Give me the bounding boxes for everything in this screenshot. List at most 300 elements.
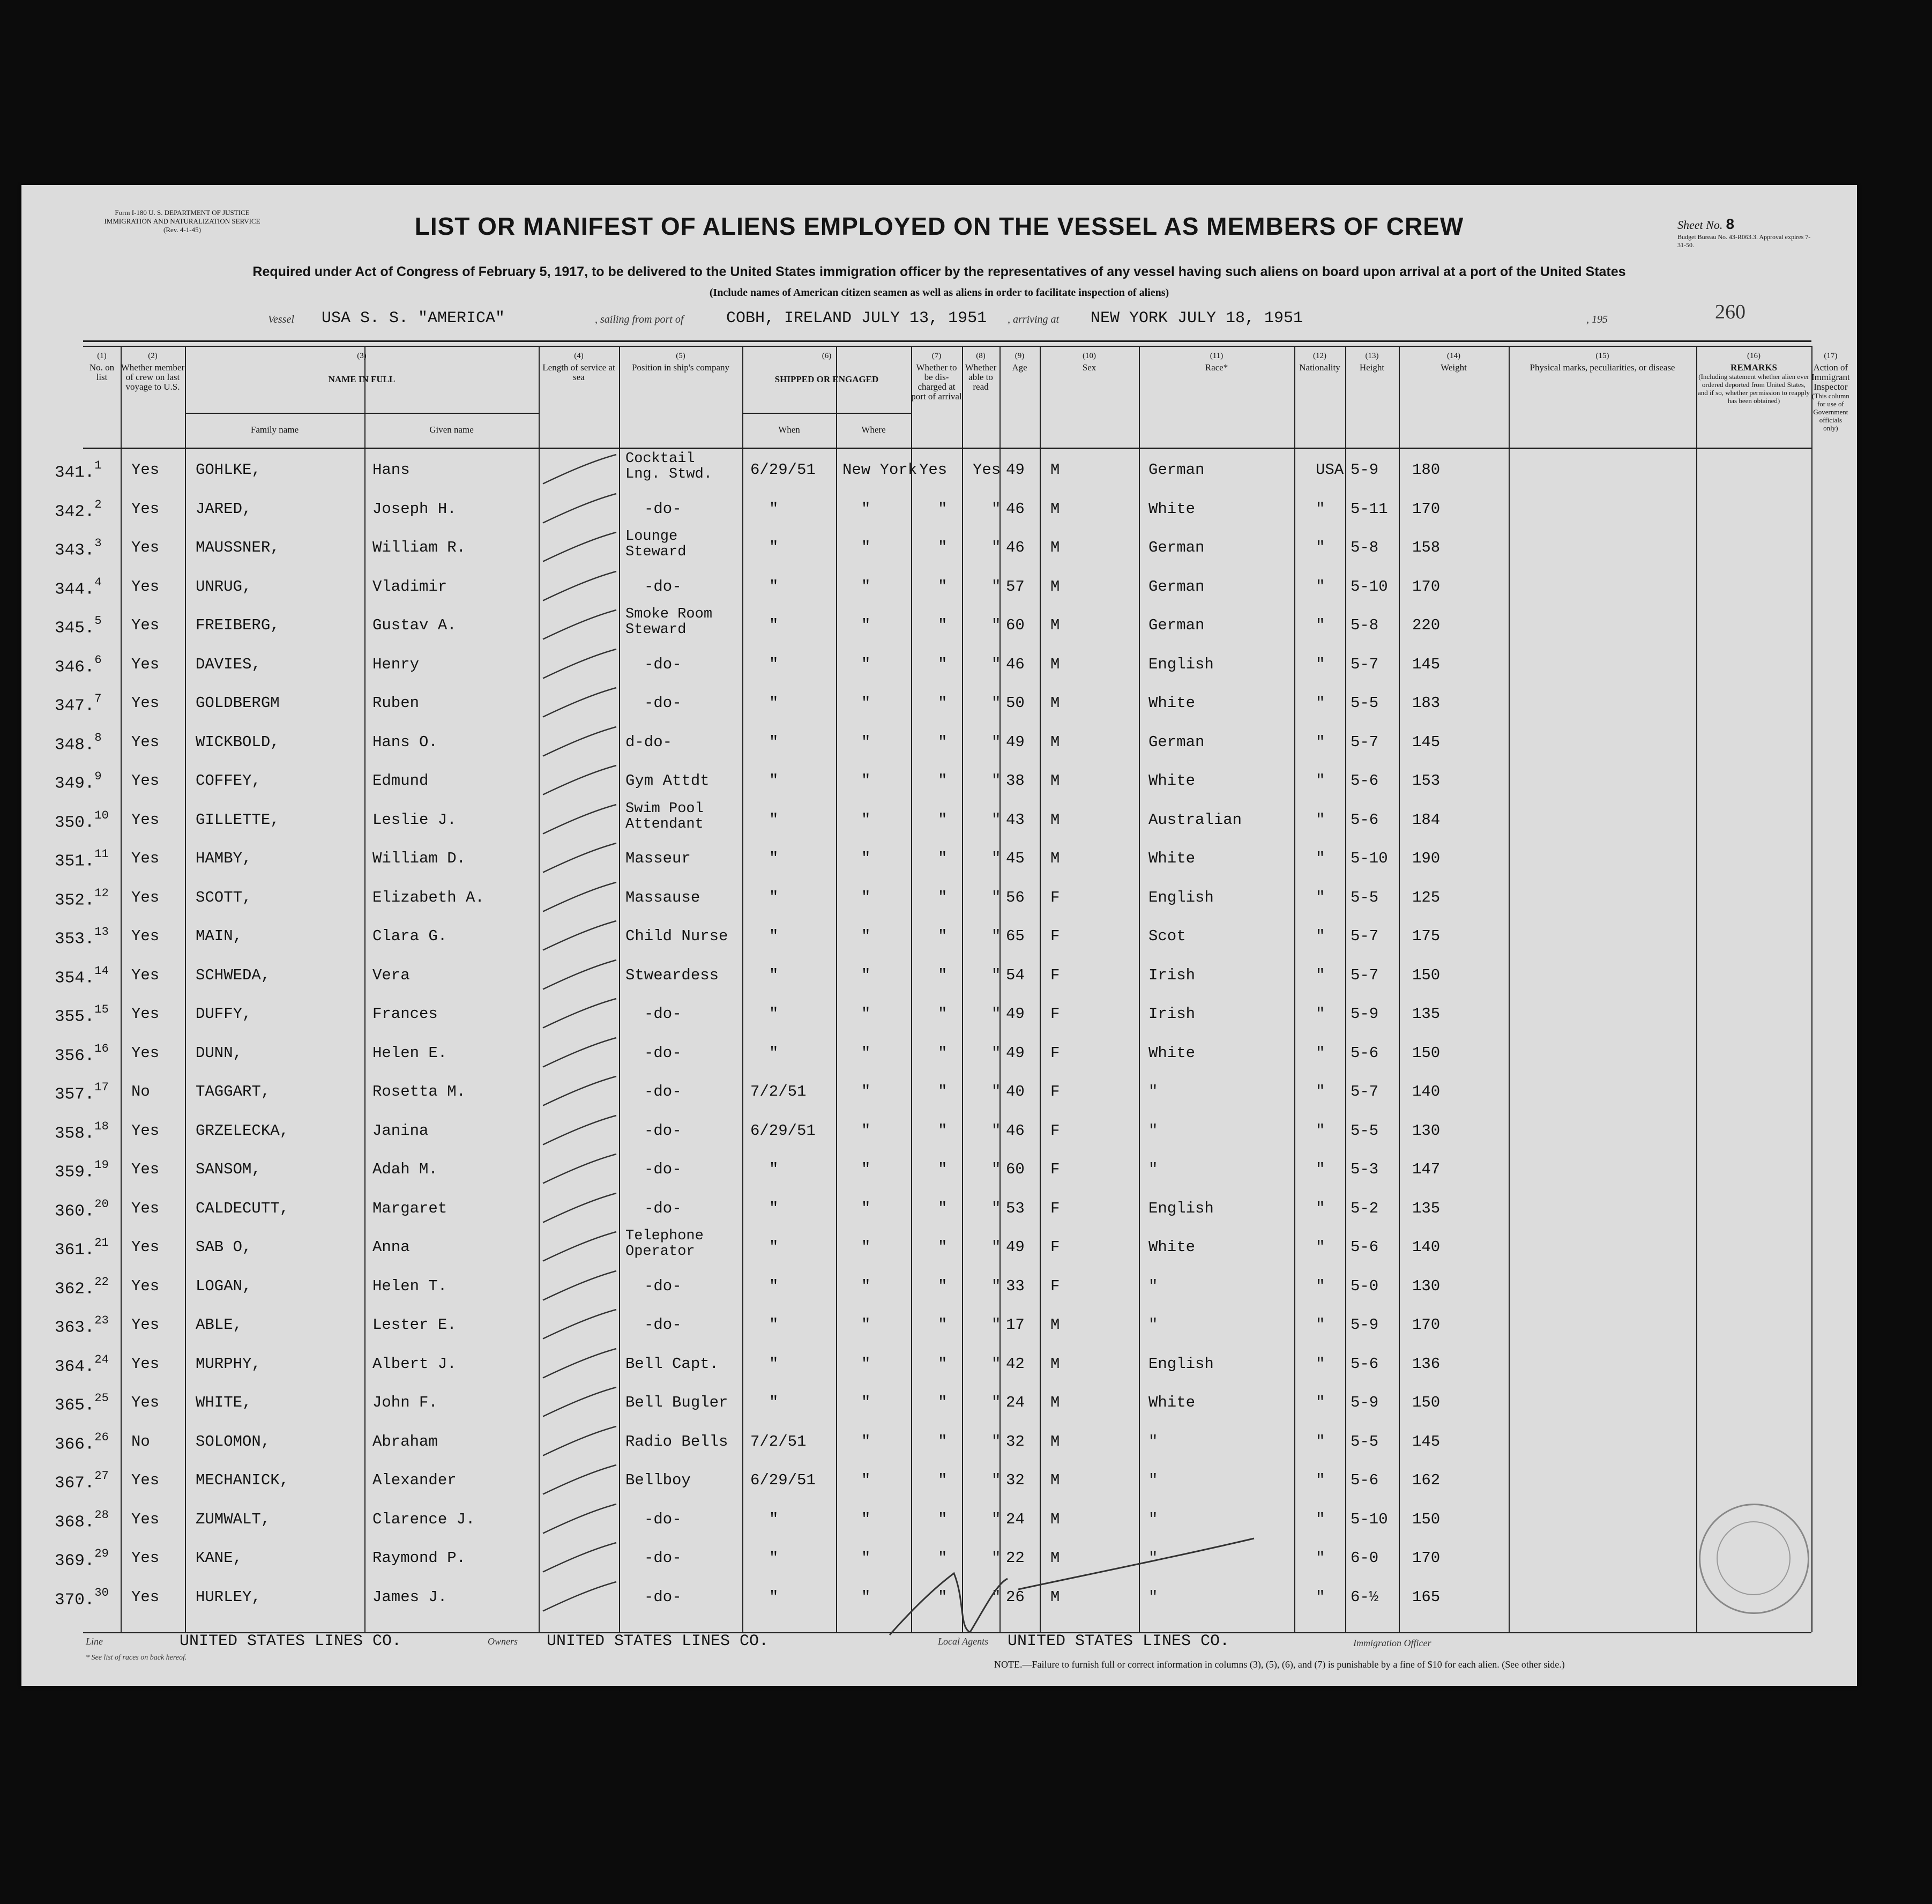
given-name-cell: Adah M.: [372, 1161, 438, 1178]
weight-cell: 220: [1412, 616, 1441, 634]
position-cell: Masseur: [625, 850, 691, 867]
discharged-cell: ": [938, 810, 948, 829]
weight-cell: 180: [1412, 461, 1441, 479]
family-name-cell: GILLETTE,: [196, 810, 280, 829]
row-number: 14: [94, 964, 109, 978]
column-label: Age: [1012, 362, 1027, 373]
when-cell: ": [769, 577, 779, 596]
given-name-cell: Ruben: [372, 694, 420, 712]
member-cell: Yes: [131, 1121, 160, 1140]
height-cell: 5-0: [1351, 1277, 1379, 1295]
age-cell: 49: [1006, 1238, 1025, 1256]
age-cell: 45: [1006, 850, 1025, 867]
position-cell: Bell Bugler: [625, 1394, 728, 1411]
age-cell: 46: [1006, 500, 1025, 518]
position-cell: -do-: [644, 1161, 682, 1178]
where-cell: ": [861, 500, 871, 518]
column-label: REMARKS: [1730, 362, 1777, 373]
read-cell: ": [991, 1005, 1001, 1023]
nationality-cell: ": [1316, 655, 1325, 673]
sex-cell: M: [1050, 1549, 1060, 1567]
position-cell: Cocktail Lng. Stwd.: [625, 451, 713, 482]
position-cell: -do-: [644, 1277, 682, 1295]
read-cell: ": [991, 1471, 1001, 1489]
sex-cell: F: [1050, 1161, 1060, 1178]
row-list-number: 358.18: [55, 1119, 109, 1143]
family-name-cell: UNRUG,: [196, 577, 252, 596]
age-cell: 60: [1006, 1161, 1025, 1178]
row-list-number: 349.$^9$: [55, 770, 102, 793]
weight-cell: 184: [1412, 810, 1441, 829]
subheader-given: Given name: [429, 425, 474, 435]
row-list-number: 361.21: [55, 1236, 109, 1260]
column-number: (14): [1447, 352, 1460, 360]
row-list-number: 343.$^3$: [55, 537, 102, 560]
column-label: Weight: [1441, 362, 1467, 373]
discharged-cell: ": [938, 888, 948, 906]
row-list-number: 363.23: [55, 1314, 109, 1337]
discharged-cell: ": [938, 1199, 948, 1217]
read-cell: ": [991, 577, 1001, 596]
column-number: (11): [1210, 352, 1224, 360]
member-cell: Yes: [131, 539, 160, 556]
given-name-cell: Elizabeth A.: [372, 888, 484, 906]
row-list-number: 345.$^5$: [55, 614, 102, 638]
read-cell: ": [991, 966, 1001, 984]
discharged-cell: ": [938, 733, 948, 751]
family-name-cell: GOLDBERGM: [196, 694, 280, 712]
height-cell: 5-5: [1351, 888, 1379, 906]
signature-mark: [890, 1573, 1008, 1635]
when-cell: ": [769, 1394, 779, 1411]
nationality-cell: ": [1316, 1238, 1325, 1256]
race-cell: English: [1148, 888, 1214, 906]
row-list-number: 360.20: [55, 1197, 109, 1221]
race-cell: White: [1148, 1044, 1196, 1062]
column-number: (13): [1365, 352, 1379, 360]
subheader-when: When: [778, 425, 800, 435]
family-name-cell: CALDECUTT,: [196, 1199, 289, 1217]
column-label: Action of Immigrant Inspector: [1811, 362, 1850, 392]
family-name-cell: SCHWEDA,: [196, 966, 271, 984]
age-cell: 46: [1006, 1121, 1025, 1140]
where-cell: ": [861, 850, 871, 867]
height-cell: 5-5: [1351, 1121, 1379, 1140]
when-cell: ": [769, 1355, 779, 1373]
when-cell: 6/29/51: [750, 461, 816, 479]
nationality-cell: ": [1316, 616, 1325, 634]
column-number: (15): [1595, 352, 1609, 360]
nationality-cell: ": [1316, 1549, 1325, 1567]
row-number: 15: [94, 1003, 109, 1016]
read-cell: ": [991, 1238, 1001, 1256]
sex-cell: M: [1050, 1394, 1060, 1411]
weight-cell: 145: [1412, 1432, 1441, 1451]
when-cell: ": [769, 655, 779, 673]
column-label: SHIPPED OR ENGAGED: [774, 374, 879, 384]
age-cell: 42: [1006, 1355, 1025, 1373]
row-number: 20: [94, 1197, 109, 1211]
nationality-cell: ": [1316, 1355, 1325, 1373]
weight-cell: 135: [1412, 1005, 1441, 1023]
age-cell: 22: [1006, 1549, 1025, 1567]
row-number: 3: [94, 537, 102, 550]
age-cell: 46: [1006, 655, 1025, 673]
column-label: Position in ship's company: [631, 362, 730, 373]
subtitle: Required under Act of Congress of February 5, 1917, to be delivered to the United States immigration officer by the representatives of any vessel having such aliens on board upon arrival at a port of the United States: [252, 264, 1626, 279]
discharged-cell: ": [938, 966, 948, 984]
sex-cell: M: [1050, 1510, 1060, 1528]
discharged-cell: ": [938, 1238, 948, 1256]
position-cell: -do-: [644, 577, 682, 596]
when-cell: 6/29/51: [750, 1121, 816, 1140]
age-cell: 57: [1006, 577, 1025, 596]
when-cell: ": [769, 850, 779, 867]
vessel-name: USA S. S. "AMERICA": [322, 309, 505, 328]
discharged-cell: ": [938, 1316, 948, 1334]
sex-cell: M: [1050, 461, 1060, 479]
height-cell: 5-8: [1351, 616, 1379, 634]
row-list-number: 370.30: [55, 1586, 109, 1609]
stamp-number: 260: [1715, 301, 1745, 323]
race-cell: English: [1148, 655, 1214, 673]
race-cell: German: [1148, 539, 1205, 556]
read-cell: ": [991, 888, 1001, 906]
nationality-cell: ": [1316, 1044, 1325, 1062]
height-cell: 5-7: [1351, 733, 1379, 751]
family-name-cell: ABLE,: [196, 1316, 243, 1334]
member-cell: Yes: [131, 1277, 160, 1295]
discharged-cell: ": [938, 1044, 948, 1062]
row-list-number: 344.$^4$: [55, 575, 102, 599]
height-cell: 5-5: [1351, 1432, 1379, 1451]
position-cell: Stweardess: [625, 966, 719, 984]
column-label: Length of service at sea: [542, 362, 615, 382]
discharged-cell: ": [938, 1005, 948, 1023]
row-list-number: 355.15: [55, 1003, 109, 1027]
weight-cell: 135: [1412, 1199, 1441, 1217]
sex-cell: M: [1050, 810, 1060, 829]
member-cell: Yes: [131, 1044, 160, 1062]
weight-cell: 158: [1412, 539, 1441, 556]
owners-label: Owners: [488, 1636, 518, 1647]
given-name-cell: Alexander: [372, 1471, 457, 1489]
column-label: Nationality: [1299, 362, 1340, 373]
column-label: Whether to be dis-charged at port of arrival: [911, 362, 962, 401]
race-cell: Irish: [1148, 966, 1196, 984]
column-number: (16): [1747, 352, 1761, 360]
read-cell: ": [991, 500, 1001, 518]
nationality-cell: ": [1316, 500, 1325, 518]
given-name-cell: Vera: [372, 966, 410, 984]
family-name-cell: GOHLKE,: [196, 461, 261, 479]
nationality-cell: ": [1316, 850, 1325, 867]
row-list-number: 364.24: [55, 1352, 109, 1376]
given-name-cell: William R.: [372, 539, 466, 556]
officer-label: Immigration Officer: [1353, 1638, 1431, 1648]
when-cell: ": [769, 1588, 779, 1606]
when-cell: 6/29/51: [750, 1471, 816, 1489]
row-number: 29: [94, 1547, 109, 1560]
row-list-number: 348.$^8$: [55, 731, 102, 754]
height-cell: 5-6: [1351, 1044, 1379, 1062]
when-cell: ": [769, 616, 779, 634]
when-cell: ": [769, 1316, 779, 1334]
family-name-cell: KANE,: [196, 1549, 243, 1567]
nationality-cell: ": [1316, 927, 1325, 945]
family-name-cell: WICKBOLD,: [196, 733, 280, 751]
weight-cell: 165: [1412, 1588, 1441, 1606]
age-cell: 60: [1006, 616, 1025, 634]
read-cell: ": [991, 927, 1001, 945]
row-number: 25: [94, 1392, 109, 1405]
nationality-cell: ": [1316, 694, 1325, 712]
height-cell: 5-6: [1351, 772, 1379, 790]
position-cell: -do-: [644, 1549, 682, 1567]
nationality-cell: ": [1316, 539, 1325, 556]
nationality-cell: ": [1316, 772, 1325, 790]
height-cell: 5-6: [1351, 810, 1379, 829]
nationality-cell: ": [1316, 1277, 1325, 1295]
row-number: 28: [94, 1508, 109, 1522]
race-cell: Irish: [1148, 1005, 1196, 1023]
position-cell: -do-: [644, 694, 682, 712]
member-cell: Yes: [131, 966, 160, 984]
sex-cell: F: [1050, 1238, 1060, 1256]
vessel-label: Vessel: [268, 314, 294, 325]
row-list-number: 342.$^2$: [55, 497, 102, 521]
where-cell: ": [861, 772, 871, 790]
subheader-where: Where: [861, 425, 886, 435]
age-cell: 53: [1006, 1199, 1025, 1217]
nationality-cell: USA: [1316, 461, 1344, 479]
column-number: (8): [976, 352, 986, 360]
member-cell: Yes: [131, 616, 160, 634]
given-name-cell: James J.: [372, 1588, 447, 1606]
position-cell: Swim Pool Attendant: [625, 800, 704, 832]
read-cell: ": [991, 1588, 1001, 1606]
age-cell: 38: [1006, 772, 1025, 790]
discharged-cell: ": [938, 1432, 948, 1451]
weight-cell: 145: [1412, 733, 1441, 751]
weight-cell: 190: [1412, 850, 1441, 867]
where-cell: ": [861, 1588, 871, 1606]
when-cell: ": [769, 1510, 779, 1528]
age-cell: 50: [1006, 694, 1025, 712]
read-cell: ": [991, 694, 1001, 712]
sex-cell: M: [1050, 1588, 1060, 1606]
read-cell: ": [991, 810, 1001, 829]
race-cell: English: [1148, 1355, 1214, 1373]
read-cell: ": [991, 1316, 1001, 1334]
page-title: LIST OR MANIFEST OF ALIENS EMPLOYED ON THE VESSEL AS MEMBERS OF CREW: [414, 212, 1464, 240]
family-name-cell: MAUSSNER,: [196, 539, 280, 556]
age-cell: 17: [1006, 1316, 1025, 1334]
where-cell: ": [861, 1471, 871, 1489]
member-cell: Yes: [131, 1161, 160, 1178]
column-number: (12): [1313, 352, 1326, 360]
discharged-cell: ": [938, 772, 948, 790]
given-name-cell: Hans: [372, 461, 410, 479]
weight-cell: 140: [1412, 1238, 1441, 1256]
height-cell: 5-7: [1351, 927, 1379, 945]
member-cell: Yes: [131, 1588, 160, 1606]
read-cell: ": [991, 655, 1001, 673]
member-cell: Yes: [131, 810, 160, 829]
races-note: * See list of races on back hereof.: [86, 1654, 187, 1662]
read-cell: ": [991, 1199, 1001, 1217]
read-cell: Yes: [973, 461, 1001, 479]
weight-cell: 145: [1412, 655, 1441, 673]
position-cell: -do-: [644, 500, 682, 518]
column-label: Height: [1359, 362, 1385, 373]
age-cell: 32: [1006, 1471, 1025, 1489]
family-name-cell: WHITE,: [196, 1394, 252, 1411]
sex-cell: M: [1050, 1432, 1060, 1451]
given-name-cell: Hans O.: [372, 733, 438, 751]
row-number: 7: [94, 692, 102, 705]
weight-cell: 162: [1412, 1471, 1441, 1489]
sex-cell: F: [1050, 1121, 1060, 1140]
where-cell: ": [861, 1238, 871, 1256]
height-cell: 5-6: [1351, 1355, 1379, 1373]
nationality-cell: ": [1316, 1432, 1325, 1451]
row-number: 10: [94, 808, 109, 822]
row-list-number: 350.10: [55, 808, 109, 832]
position-cell: -do-: [644, 1083, 682, 1100]
sheet-label: Sheet No.: [1677, 218, 1723, 232]
race-cell: ": [1148, 1510, 1158, 1528]
discharged-cell: Yes: [919, 461, 948, 479]
where-cell: ": [861, 655, 871, 673]
row-number: 22: [94, 1275, 109, 1289]
where-cell: ": [861, 888, 871, 906]
given-name-cell: Albert J.: [372, 1355, 457, 1373]
race-cell: Australian: [1148, 810, 1242, 829]
row-number: 23: [94, 1314, 109, 1327]
height-cell: 5-6: [1351, 1238, 1379, 1256]
sex-cell: F: [1050, 966, 1060, 984]
where-cell: ": [861, 1161, 871, 1178]
row-number: 11: [94, 847, 109, 861]
sex-cell: M: [1050, 733, 1060, 751]
race-cell: German: [1148, 733, 1205, 751]
nationality-cell: ": [1316, 1083, 1325, 1100]
weight-cell: 153: [1412, 772, 1441, 790]
given-name-cell: Lester E.: [372, 1316, 457, 1334]
given-name-cell: Margaret: [372, 1199, 447, 1217]
position-cell: Smoke Room Steward: [625, 606, 713, 638]
family-name-cell: TAGGART,: [196, 1083, 271, 1100]
row-number: 24: [94, 1352, 109, 1366]
position-cell: -do-: [644, 1044, 682, 1062]
read-cell: ": [991, 1083, 1001, 1100]
height-cell: 5-9: [1351, 1316, 1379, 1334]
position-cell: Bellboy: [625, 1471, 691, 1489]
when-cell: ": [769, 927, 779, 945]
position-cell: -do-: [644, 1588, 682, 1606]
discharged-cell: ": [938, 500, 948, 518]
member-cell: Yes: [131, 655, 160, 673]
race-cell: White: [1148, 1394, 1196, 1411]
member-cell: Yes: [131, 694, 160, 712]
when-cell: 7/2/51: [750, 1432, 807, 1451]
inspector-note: (This column for use of Government officials only): [1812, 392, 1849, 432]
read-cell: ": [991, 1355, 1001, 1373]
nationality-cell: ": [1316, 1199, 1325, 1217]
sailing-label: , sailing from port of: [595, 314, 684, 325]
race-cell: ": [1148, 1161, 1158, 1178]
read-cell: ": [991, 772, 1001, 790]
race-cell: German: [1148, 577, 1205, 596]
height-cell: 6-0: [1351, 1549, 1379, 1567]
when-cell: ": [769, 810, 779, 829]
column-label: Whether able to read: [965, 362, 997, 392]
family-name-cell: SANSOM,: [196, 1161, 261, 1178]
race-cell: White: [1148, 850, 1196, 867]
nationality-cell: ": [1316, 1121, 1325, 1140]
member-cell: Yes: [131, 577, 160, 596]
row-number: 26: [94, 1430, 109, 1444]
height-cell: 5-10: [1351, 1510, 1388, 1528]
height-cell: 5-7: [1351, 966, 1379, 984]
discharged-cell: ": [938, 1394, 948, 1411]
member-cell: Yes: [131, 1199, 160, 1217]
where-cell: ": [861, 694, 871, 712]
when-cell: ": [769, 1044, 779, 1062]
age-cell: 56: [1006, 888, 1025, 906]
agents-value: UNITED STATES LINES CO.: [1008, 1632, 1230, 1650]
age-cell: 49: [1006, 461, 1025, 479]
weight-cell: 125: [1412, 888, 1441, 906]
nationality-cell: ": [1316, 1161, 1325, 1178]
height-cell: 5-7: [1351, 1083, 1379, 1100]
weight-cell: 170: [1412, 500, 1441, 518]
given-name-cell: Vladimir: [372, 577, 447, 596]
row-number: 13: [94, 925, 109, 939]
weight-cell: 150: [1412, 966, 1441, 984]
budget-note: Budget Bureau No. 43-R063.3. Approval expires 7-31-50.: [1677, 233, 1811, 249]
nationality-cell: ": [1316, 966, 1325, 984]
row-list-number: 354.14: [55, 964, 109, 987]
height-cell: 5-8: [1351, 539, 1379, 556]
row-list-number: 366.26: [55, 1430, 109, 1454]
row-list-number: 369.29: [55, 1547, 109, 1571]
column-label: Physical marks, peculiarities, or disease: [1530, 362, 1675, 373]
height-cell: 5-6: [1351, 1471, 1379, 1489]
position-cell: -do-: [644, 1005, 682, 1023]
row-number: 4: [94, 575, 102, 589]
member-cell: Yes: [131, 1005, 160, 1023]
column-number: (9): [1015, 352, 1025, 360]
row-list-number: 362.22: [55, 1275, 109, 1298]
row-number: 19: [94, 1158, 109, 1172]
where-cell: ": [861, 1083, 871, 1100]
race-cell: Scot: [1148, 927, 1186, 945]
height-cell: 5-9: [1351, 1394, 1379, 1411]
sex-cell: F: [1050, 888, 1060, 906]
height-cell: 5-2: [1351, 1199, 1379, 1217]
family-name-cell: MECHANICK,: [196, 1471, 289, 1489]
weight-cell: 150: [1412, 1394, 1441, 1411]
read-cell: ": [991, 850, 1001, 867]
family-name-cell: HURLEY,: [196, 1588, 261, 1606]
height-cell: 5-11: [1351, 500, 1388, 518]
given-name-cell: Joseph H.: [372, 500, 457, 518]
row-list-number: 368.28: [55, 1508, 109, 1531]
weight-cell: 183: [1412, 694, 1441, 712]
read-cell: ": [991, 1432, 1001, 1451]
